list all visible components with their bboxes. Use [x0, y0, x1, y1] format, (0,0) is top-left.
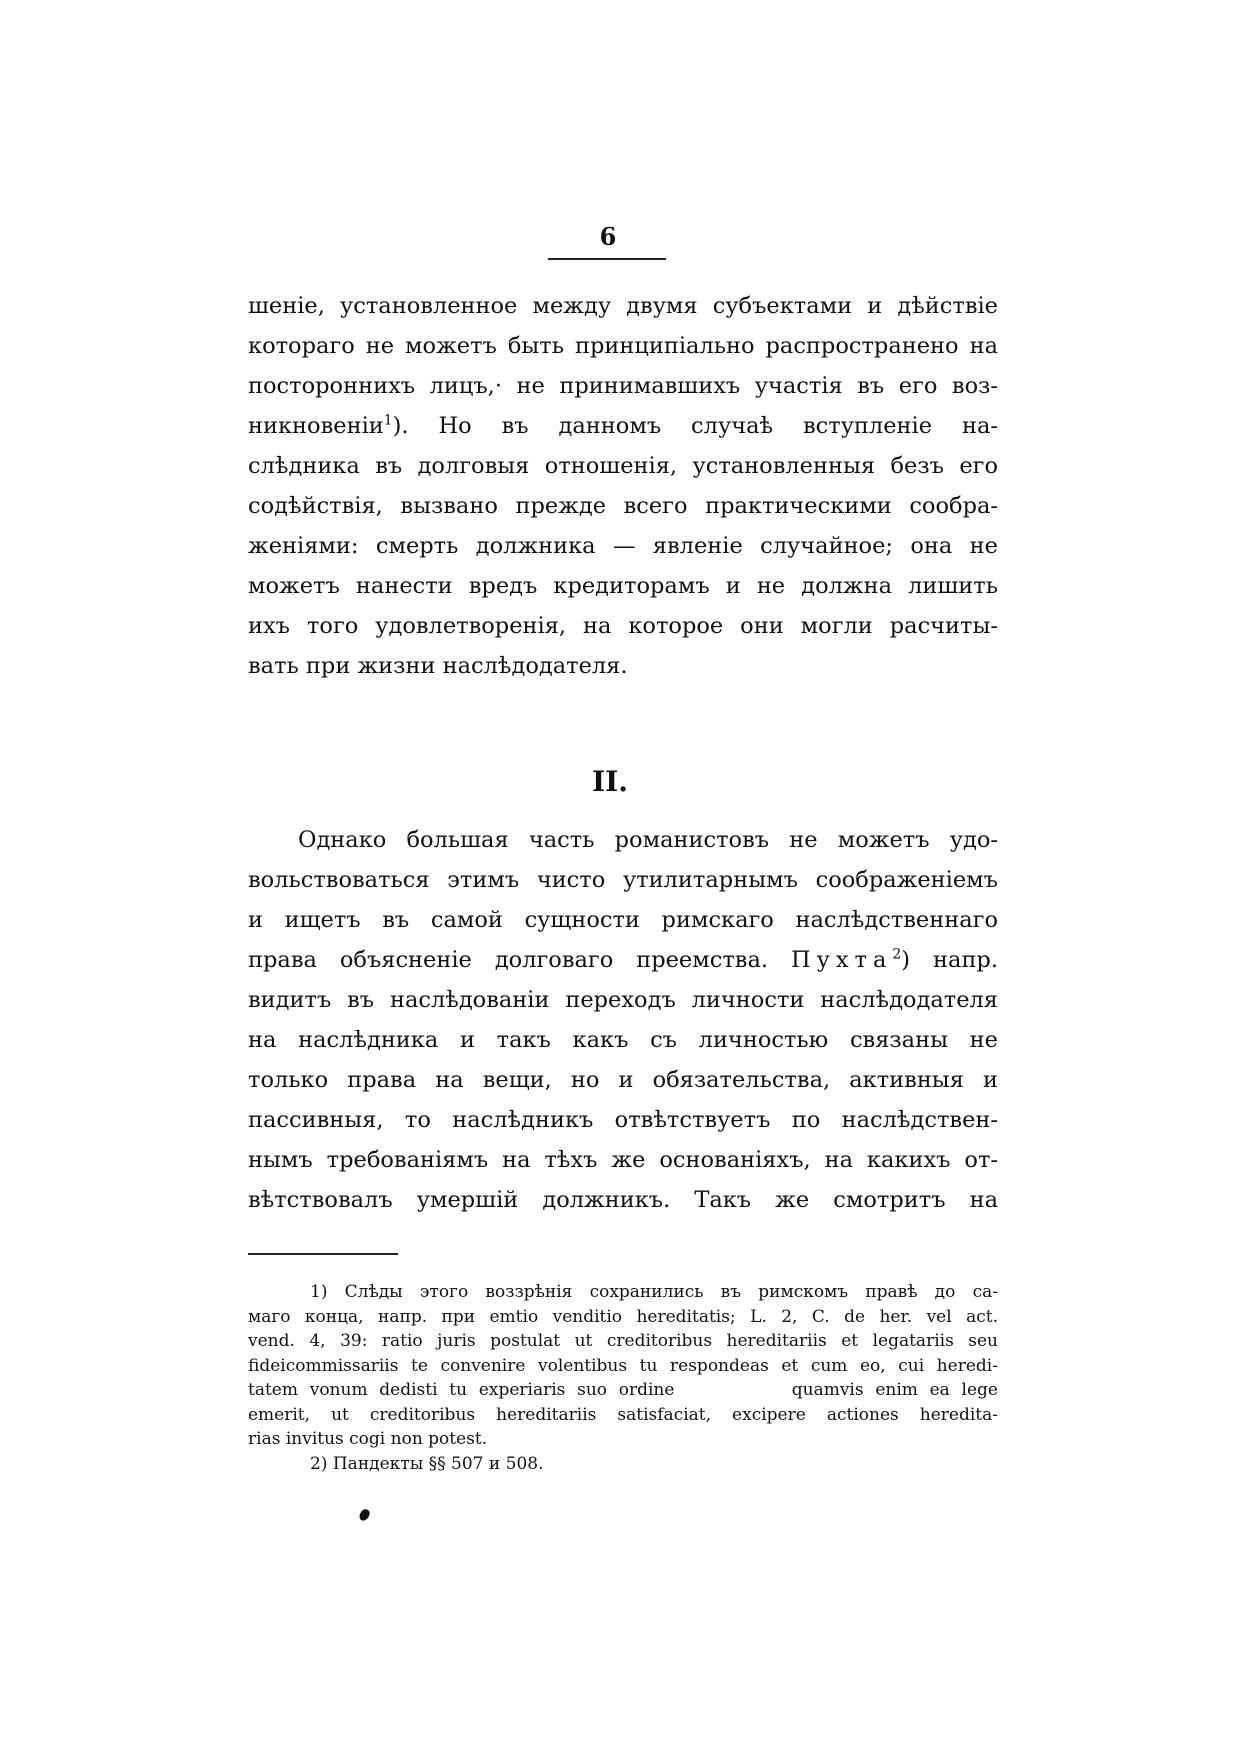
text-line-with-footnote-ref	[248, 406, 998, 446]
text-line: нымъ требованіямъ на тѣхъ же основаніяхъ, на какихъ от-	[248, 1147, 998, 1173]
footnote-1-line: emerit, ut creditoribus hereditariis satisfaciat, excipere actiones heredita-	[248, 1404, 998, 1425]
text-fragment: ). Но въ данномъ случаѣ вступленіе на-	[392, 413, 998, 439]
footnote-1-line: vend. 4, 39: ratio juris postulat ut creditoribus hereditariis et legatariis seu	[248, 1331, 998, 1351]
text-line: только права на вещи, но и обязательства, активныя и	[248, 1067, 998, 1093]
text-line: вать при жизни наслѣдодателя.	[248, 653, 628, 679]
ink-spot	[358, 1508, 371, 1523]
footnote-1-line: fideicommissariis te convenire volentibus tu respondeas et cum eo, cui heredi-	[248, 1355, 998, 1376]
text-fragment: ) напр.	[901, 947, 998, 973]
text-fragment: права объясненіе долговаго преемства.	[248, 947, 769, 973]
text-line: слѣдника въ долговыя отношенія, установленныя безъ его	[248, 453, 998, 479]
footnote-1-line: rias invitus cogi non potest.	[248, 1429, 488, 1449]
text-line: котораго не можетъ быть принципіально распространено на	[248, 333, 998, 359]
text-line: шеніе, установленное между двумя субъектами и дѣйствіе	[248, 293, 998, 319]
text-line: и ищетъ въ самой сущности римскаго наслѣдственнаго	[248, 907, 998, 933]
text-line: Однако большая часть романистовъ не можетъ удо-	[298, 827, 998, 853]
page-number: 6	[599, 222, 617, 251]
text-line: вольствоваться этимъ чисто утилитарнымъ соображеніемъ	[248, 867, 998, 893]
text-line: ихъ того удовлетворенія, на которое они могли расчиты-	[248, 613, 998, 639]
footnote-1-line: маго конца, напр. при emtio venditio hereditatis; L. 2, C. de her. vel act.	[248, 1306, 998, 1327]
main-paragraph	[248, 820, 998, 1220]
footnotes	[248, 1280, 998, 1476]
text-line: пассивныя, то наслѣдникъ отвѣтствуетъ по наслѣдствен-	[248, 1107, 998, 1133]
footnote-1-line: tatem vonum dedisti tu experiaris suo ordine quamvis enim ea lege	[248, 1380, 998, 1400]
footnote-ref-2: 2	[892, 946, 902, 963]
text-line: можетъ нанести вредъ кредиторамъ и не должна лишить	[248, 573, 998, 599]
section-heading: II.	[592, 765, 628, 798]
text-line: вѣтствовалъ умершій должникъ. Такъ же смотритъ на	[248, 1187, 998, 1213]
text-line-with-footnote-ref	[248, 940, 998, 980]
text-line: постороннихъ лицъ,· не принимавшихъ участія въ его воз-	[248, 373, 998, 399]
text-line: видитъ въ наслѣдованіи переходъ личности наслѣдодателя	[248, 987, 998, 1013]
page-number-rule	[548, 258, 666, 260]
footnote-rule	[248, 1253, 398, 1255]
text-line: женіями: смерть должника — явленіе случайное; она не	[248, 533, 998, 559]
top-paragraph	[248, 286, 998, 686]
text-fragment: никновеніи	[248, 413, 384, 439]
footnote-1-line: 1) Слѣды этого воззрѣнія сохранились въ римскомъ правѣ до са-	[310, 1282, 998, 1302]
author-name-spaced: Пухта	[791, 947, 893, 973]
text-line: на наслѣдника и такъ какъ съ личностью связаны не	[248, 1027, 998, 1053]
footnote-2: 2) Пандекты §§ 507 и 508.	[310, 1453, 544, 1474]
footnote-ref-1: 1	[383, 412, 393, 429]
text-line: содѣйствія, вызвано прежде всего практическими сообра-	[248, 493, 998, 519]
